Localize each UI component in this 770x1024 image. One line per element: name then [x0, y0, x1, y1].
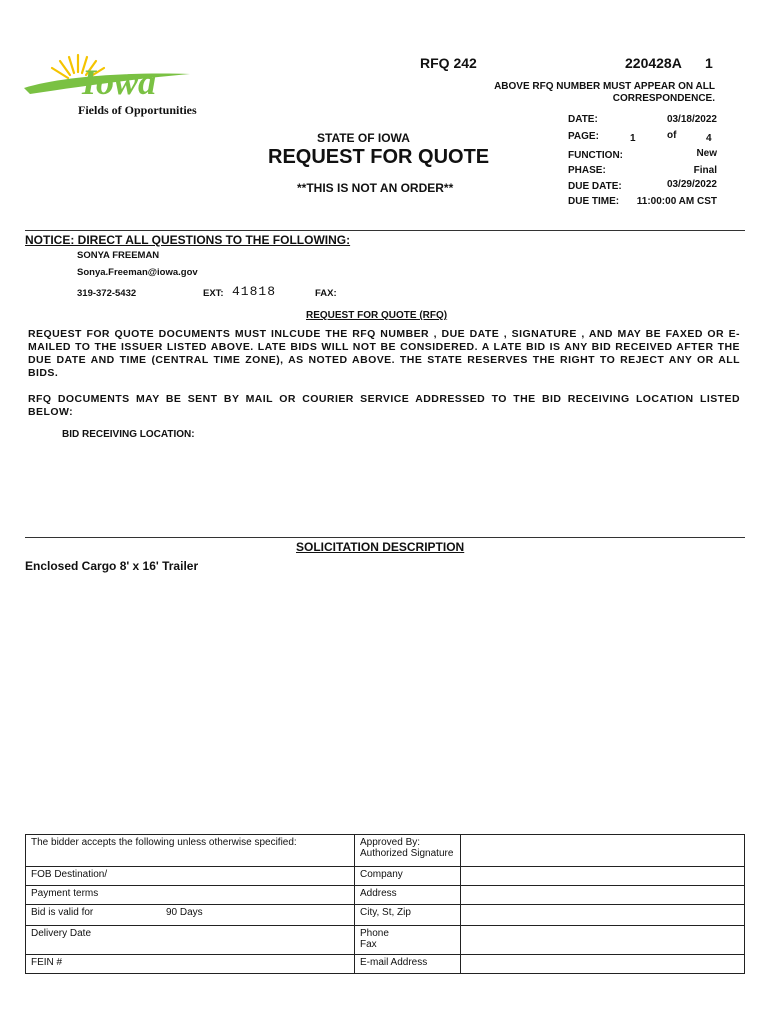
payment-terms-cell[interactable] — [26, 886, 355, 905]
phase-value: Final — [693, 165, 717, 176]
not-an-order: **THIS IS NOT AN ORDER** — [297, 181, 454, 195]
contact-name: SONYA FREEMAN — [77, 250, 160, 261]
page-label: PAGE: — [568, 131, 599, 142]
fein-label: FEIN # — [31, 957, 63, 968]
table-row — [26, 835, 745, 867]
address-field[interactable] — [461, 886, 745, 905]
bid-valid-cell[interactable] — [26, 905, 355, 926]
bid-location-label: BID RECEIVING LOCATION: — [62, 429, 195, 440]
solicitation-description: Enclosed Cargo 8' x 16' Trailer — [25, 559, 199, 573]
rfq-number: RFQ 242 — [420, 55, 477, 71]
page-total: 4 — [706, 133, 712, 144]
page-current: 1 — [630, 133, 636, 144]
rfq-suffix: 1 — [705, 55, 713, 71]
due-date-value: 03/29/2022 — [666, 179, 717, 190]
approval-signature-field[interactable] — [461, 835, 745, 867]
fob-label: FOB Destination/ — [31, 869, 108, 880]
rfq-mail-instructions: RFQ DOCUMENTS MAY BE SENT BY MAIL OR COURIER SERVICE ADDRESSED TO THE BID RECEIVING LOCATION LISTED BELOW: — [28, 393, 740, 418]
email-label: E-mail Address — [360, 957, 428, 968]
delivery-date-cell[interactable] — [26, 926, 355, 955]
company-label-cell — [355, 867, 461, 886]
company-label: Company — [360, 869, 403, 880]
address-label-cell — [355, 886, 461, 905]
ext-label: EXT: — [203, 288, 224, 299]
bid-valid-label: Bid is valid for — [31, 907, 94, 918]
email-label-cell — [355, 955, 461, 974]
state-label: STATE OF IOWA — [317, 131, 410, 145]
phone-label-cell — [355, 926, 461, 955]
rfq-notice-line2: CORRESPONDENCE. — [612, 93, 715, 104]
rfq-section-heading: REQUEST FOR QUOTE (RFQ) — [306, 310, 448, 321]
solicitation-heading: SOLICITATION DESCRIPTION — [296, 540, 465, 554]
city-label-cell — [355, 905, 461, 926]
address-label: Address — [360, 888, 397, 899]
rfq-notice-line1: ABOVE RFQ NUMBER MUST APPEAR ON ALL — [494, 81, 715, 92]
iowa-logo — [22, 50, 197, 120]
table-row — [26, 867, 745, 886]
phone-field[interactable] — [461, 926, 745, 955]
page-title: REQUEST FOR QUOTE — [268, 146, 490, 168]
due-time-label: DUE TIME: — [568, 196, 620, 207]
delivery-date-label: Delivery Date — [31, 928, 92, 939]
fob-cell[interactable] — [26, 867, 355, 886]
approval-label: Approved By: — [360, 837, 421, 848]
date-value: 03/18/2022 — [666, 114, 717, 125]
phase-label: PHASE: — [568, 165, 606, 176]
divider-top — [25, 230, 745, 231]
contact-phone: 319-372-5432 — [77, 288, 137, 299]
bid-valid-value: 90 Days — [166, 907, 203, 918]
city-field[interactable] — [461, 905, 745, 926]
table-row — [26, 955, 745, 974]
terms-cell — [26, 835, 355, 867]
rfq-instructions: REQUEST FOR QUOTE DOCUMENTS MUST INLCUDE THE RFQ NUMBER , DUE DATE , SIGNATURE , AND MAY BE FAXED OR E-MAILED TO THE ISSUER LISTED ABOVE. LATE BIDS WILL NOT BE CONSIDERED. A LATE BID IS ANY BID RECEIVED AFTER THE DUE DATE AND TIME (CENTRAL TIME ZONE), AS NOTED ABOVE. THE STATE RESERVES THE RIGHT TO REJECT ANY OR ALL BIDS. — [28, 328, 740, 379]
logo-wordmark: Iowa — [82, 62, 157, 102]
due-date-label: DUE DATE: — [568, 181, 622, 192]
approval-label-cell — [355, 835, 461, 867]
city-label: City, St, Zip — [360, 907, 411, 918]
date-label: DATE: — [568, 114, 598, 125]
terms-label: The bidder accepts the following unless otherwise specified: — [31, 837, 297, 848]
divider-mid — [25, 537, 745, 538]
logo-tagline: Fields of Opportunities — [78, 103, 197, 117]
fax-label: FAX: — [315, 288, 337, 299]
table-row — [26, 886, 745, 905]
function-value: New — [696, 148, 717, 159]
fein-cell[interactable] — [26, 955, 355, 974]
rfq-code: 220428A — [625, 55, 682, 71]
company-field[interactable] — [461, 867, 745, 886]
contact-email: Sonya.Freeman@iowa.gov — [77, 267, 198, 278]
table-row — [26, 905, 745, 926]
terms-table — [25, 834, 745, 974]
page-of: of — [667, 130, 677, 141]
ext-value: 41818 — [232, 284, 277, 299]
approval-sublabel: Authorized Signature — [360, 848, 454, 859]
email-field[interactable] — [461, 955, 745, 974]
fax-field-label: Fax — [360, 939, 377, 950]
contact-heading: NOTICE: DIRECT ALL QUESTIONS TO THE FOLLOWING: — [25, 233, 351, 247]
due-time-value: 11:00:00 AM CST — [636, 196, 717, 207]
table-row — [26, 926, 745, 955]
function-label: FUNCTION: — [568, 150, 623, 161]
payment-terms-label: Payment terms — [31, 888, 99, 899]
iowa-logo-graphic — [22, 50, 197, 105]
phone-label: Phone — [360, 928, 389, 939]
